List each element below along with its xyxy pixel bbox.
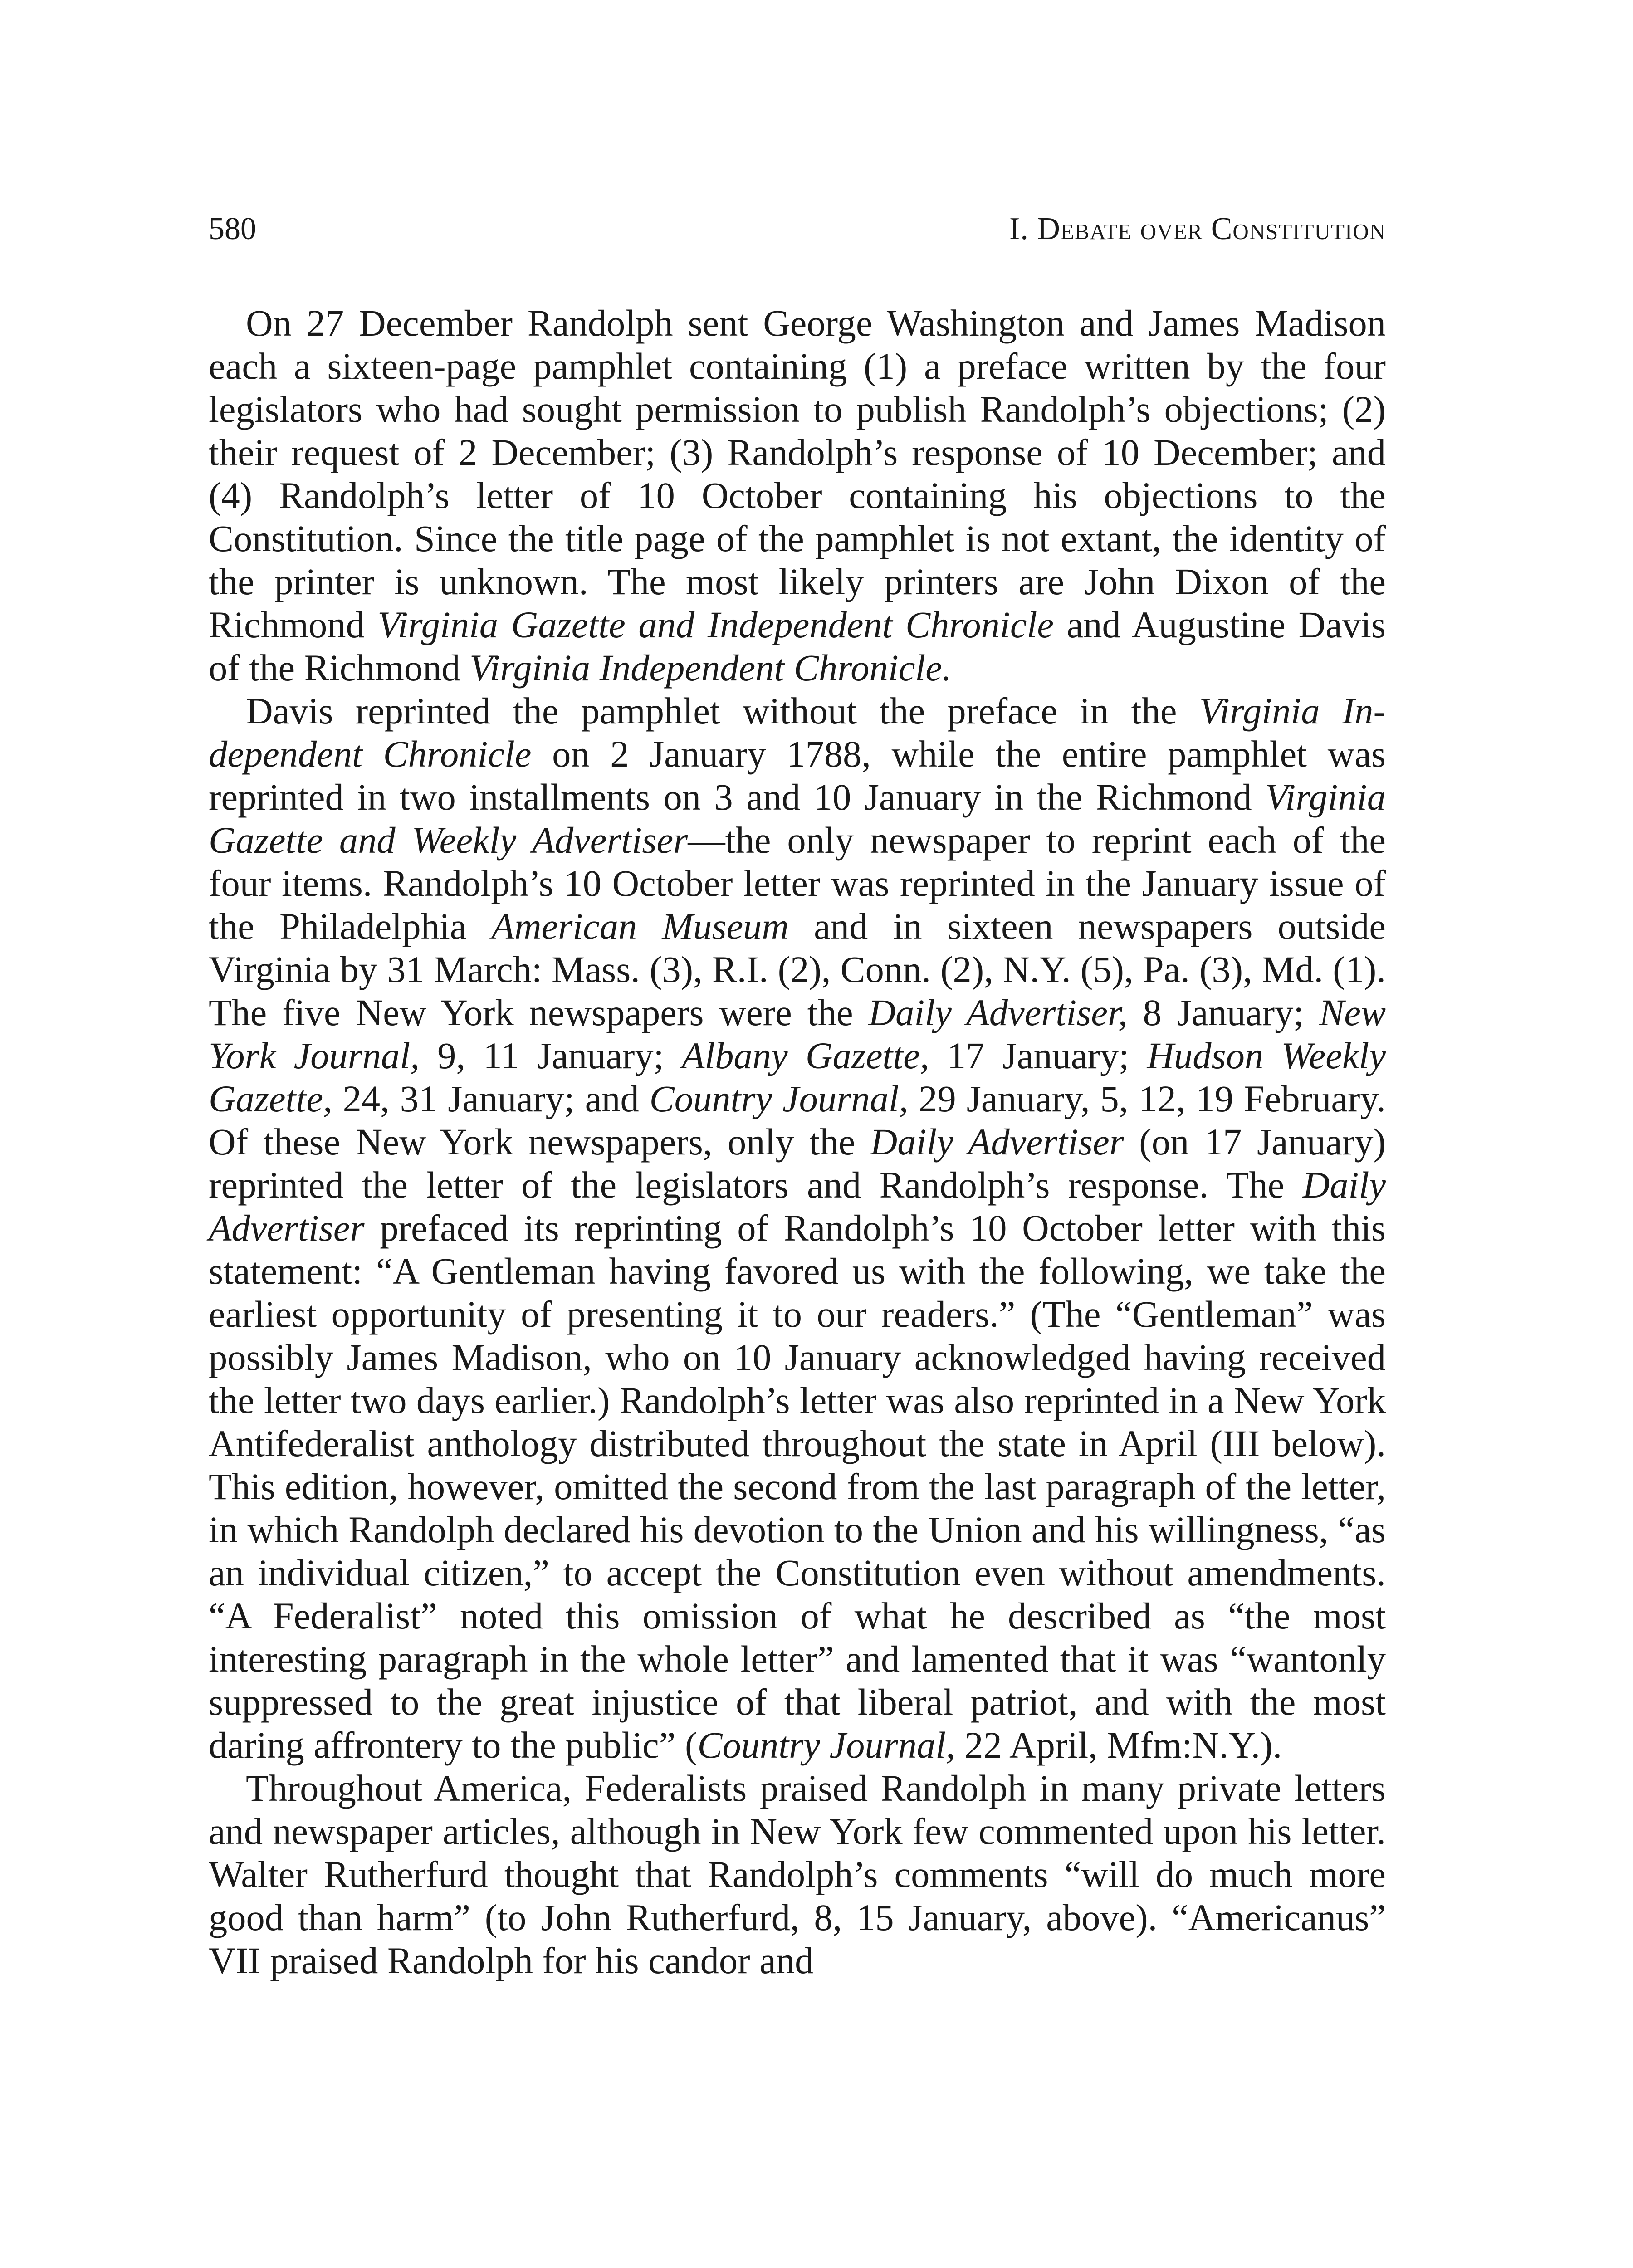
text-run: 29 January, 5, 12, 19 February. Of these New York newspapers, only the: [209, 1078, 1386, 1163]
text-run: 22 April, Mfm:N.Y.).: [955, 1724, 1282, 1766]
italic-title: Country Journal,: [649, 1078, 909, 1119]
italic-title: American Museum: [491, 905, 789, 947]
text-run: 17 January;: [929, 1035, 1147, 1076]
running-head: [209, 213, 1386, 245]
text-run: Davis reprinted the pamphlet without the preface in the: [246, 690, 1199, 732]
body-text: [209, 302, 1386, 1982]
running-title: I. Debate over Constitution: [1009, 211, 1386, 246]
italic-title: Hudson Weekly Gazette,: [209, 1035, 1386, 1119]
text-run: —the only newspaper to reprint each of the four items. Randolph’s 10 October letter was reprinted in the January issue of the Philadelphia: [209, 819, 1386, 947]
paragraph: [209, 689, 1386, 1767]
text-run: and in sixteen newspapers outside Virginia by 31 March: Mass. (3), R.I. (2), Conn. (2), N.Y. (5), Pa. (3), Md. (1). The five New York newspapers were the: [209, 905, 1386, 1033]
text-run: (on 17 January) reprinted the letter of the legislators and Randolph’s response. The: [209, 1121, 1386, 1206]
text-run: Throughout America, Federalists praised Randolph in many private letters and newspaper articles, although in New York few commented upon his letter. Walter Rutherfurd thought that Randolph’s comments “will do much more good than harm” (to John Rutherfurd, 8, 15 January, above). “Americanus” VII praised Randolph for his candor and: [209, 1767, 1386, 1981]
italic-title: Daily Advertiser,: [868, 992, 1128, 1033]
italic-title: New York Journal,: [209, 992, 1386, 1076]
text-run: On 27 December Randolph sent George Washington and James Madison each a sixteen-page pamphlet containing (1) a preface written by the four legislators who had sought permission to publish Randolph’s objections; (2) their request of 2 December; (3) Randolph’s response of 10 December; and (4) Randolph’s letter of 10 October containing his objections to the Constitution. Since the title page of the pamphlet is not extant, the identity of the printer is unknown. The most likely printers are John Dixon of the Richmond: [209, 302, 1386, 645]
paragraph: [209, 1767, 1386, 1982]
text-run: 24, 31 January; and: [332, 1078, 650, 1119]
italic-title: Albany Gazette,: [681, 1035, 929, 1076]
text-run: 8 January;: [1127, 992, 1320, 1033]
text-run: on 2 January 1788, while the entire pamphlet was reprinted in two installments on 3 and 10 January in the Richmond: [209, 733, 1386, 818]
italic-title: Daily Advertiser: [870, 1121, 1124, 1163]
italic-title: Virginia Independent Chronicle.: [469, 647, 952, 689]
text-run: prefaced its reprinting of Randolph’s 10 October letter with this statement: “A Gentleman having favored us with the following, we take the earliest opportunity of presenting it to our readers.” (The “Gentleman” was possibly James Madison, who on 10 January acknowledged having received the letter two days earlier.) Randolph’s letter was also reprinted in a New York Antifederalist anthology distributed throughout the state in April (III below). This edition, however, omitted the second from the last paragraph of the letter, in which Randolph declared his devotion to the Union and his willingness, “as an individual citizen,” to accept the Constitution even without amendments. “A Federalist” noted this omission of what he described as “the most interesting paragraph in the whole letter” and lamented that it was “wantonly suppressed to the great injustice of that liberal patriot, and with the most daring affrontery to the public” (: [209, 1207, 1386, 1766]
italic-title: Virginia Gazette and Independent Chronicle: [377, 604, 1054, 645]
italic-title: Virginia Gazette and Weekly Advertiser: [209, 776, 1386, 861]
italic-title: Country Journal,: [697, 1724, 955, 1766]
italic-title: Daily Advertiser: [209, 1164, 1386, 1249]
italic-title: Virginia Independent Chronicle: [209, 690, 1386, 775]
paragraph: [209, 302, 1386, 689]
text-run: 9, 11 January;: [419, 1035, 682, 1076]
text-run: and Augustine Davis of the Richmond: [209, 604, 1386, 689]
document-page: [209, 213, 1386, 1982]
page-number: 580: [209, 211, 256, 246]
